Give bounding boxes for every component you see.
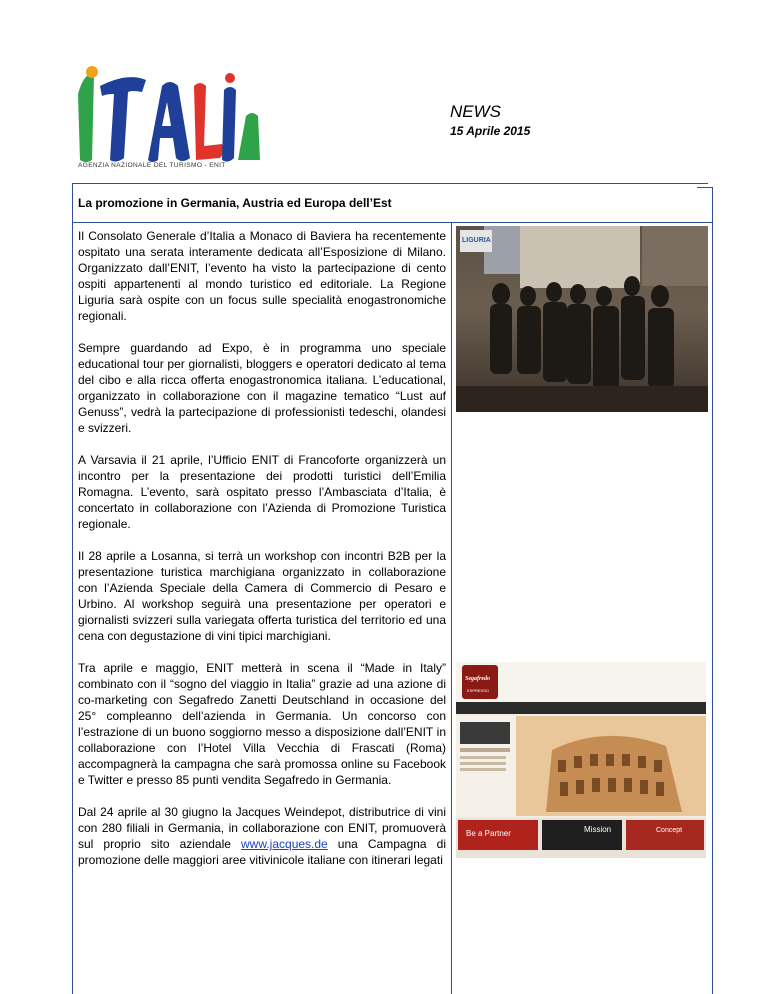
frame-top-right-border bbox=[697, 187, 712, 188]
frame-right-border bbox=[712, 222, 713, 994]
article-body bbox=[78, 228, 446, 884]
paragraph-last bbox=[78, 804, 446, 868]
segafredo-logo-mark bbox=[462, 665, 498, 699]
paragraph: Tra aprile e maggio, ENIT metterà in scena il “Made in Italy” combinato con il “sogno del viaggio in Italia” grazie ad una azione di co-marketing con Segafredo Zanetti Deutschland in occasione del 25° compleanno dell’azienda in Germania. Un concorso con l’estrazione di un buono soggiorno messo a disposizione dall’ENIT in collaborazione con l’Hotel Villa Vecchia di Frascati (Roma) accompagnerà la campagna che sarà promossa online su Facebook e Twitter e presso 85 punti vendita Segafredo in Germania. bbox=[78, 661, 446, 787]
site-tiles-illustration bbox=[456, 818, 706, 858]
colosseum-illustration bbox=[456, 716, 706, 816]
frame-top-border bbox=[72, 183, 708, 184]
tile-concept: Concept bbox=[656, 827, 683, 834]
site-brand-text: Segafredo bbox=[465, 676, 490, 682]
event-photo-illustration bbox=[456, 226, 708, 412]
segafredo-logo bbox=[462, 665, 498, 699]
tile-partner: Be a Partner bbox=[466, 829, 511, 838]
paragraph-text: Dal 24 aprile al 30 giugno la Jacques Weindepot, distributrice di vini con 280 filiali in Germania, in collaborazione con ENIT, promuoverà sul proprio sito aziendale bbox=[78, 805, 446, 851]
frame-headline-divider bbox=[72, 222, 713, 223]
news-label: NEWS bbox=[450, 102, 501, 121]
paragraph: Sempre guardando ad Expo, è in programma uno speciale educational tour per giornalisti, bloggers e operatori dedicato al tema del cibo e alla ricca offerta enogastronomica italiana. L’educational, organizzato in collaborazione con il magazine tematico “Lust auf Genuss”, vedrà la partecipazione di professionisti tedeschi, olandesi e svizzeri. bbox=[78, 341, 446, 435]
site-brand-sub: ESPRESSO bbox=[467, 688, 490, 693]
frame-right-border-top bbox=[712, 187, 713, 223]
article-headline: La promozione in Germania, Austria ed Europa dell’Est bbox=[78, 196, 392, 210]
column-divider bbox=[451, 222, 452, 994]
news-date: 15 Aprile 2015 bbox=[450, 124, 531, 138]
jacques-link[interactable]: www.jacques.de bbox=[241, 837, 328, 851]
site-header bbox=[456, 662, 706, 702]
screen-logo-text: LIGURIA bbox=[462, 237, 491, 244]
site-tiles bbox=[456, 818, 706, 858]
event-photo bbox=[456, 226, 708, 412]
logo-tagline: AGENZIA NAZIONALE DEL TURISMO - ENIT bbox=[78, 162, 226, 169]
site-banner bbox=[456, 716, 706, 816]
frame-left-border bbox=[72, 183, 73, 994]
paragraph: Il 28 aprile a Losanna, si terrà un workshop con incontri B2B per la presentazione turistica marchigiana organizzato in collaborazione con l’Azienda Speciale della Camera di Commercio di Pesaro e Urbino. Al workshop seguirà una presentazione per operatori e giornalisti svizzeri sulla variegata offerta turistica del territorio ed una cena con degustazione di vini tipici marchigiani. bbox=[78, 549, 446, 643]
segafredo-website-screenshot bbox=[456, 662, 706, 858]
paragraph-text: una Campagna di promozione delle maggiori aree vitivinicole italiane con itinerari legati bbox=[78, 837, 446, 867]
tile-mission: Mission bbox=[584, 825, 612, 834]
paragraph: Il Consolato Generale d’Italia a Monaco di Baviera ha recentemente ospitato una serata interamente dedicata all’Esposizione di Milano. Organizzato dall’ENIT, l’evento ha visto la partecipazione di cento ospiti appartenenti al mondo turistico ed editoriale. La Regione Liguria sarà ospite con un focus sulle specialità enogastronomiche regionali. bbox=[78, 229, 446, 323]
site-nav-bar bbox=[456, 702, 706, 714]
italia-logo bbox=[70, 64, 260, 174]
paragraph: A Varsavia il 21 aprile, l’Ufficio ENIT di Francoforte organizzerà un incontro per la presentazione dei prodotti turistici dell’Emilia Romagna. L’evento, sarà ospitato presso l’Ambasciata d’Italia, è concertato in collaborazione con l’Azienda di Promozione Turistica regionale. bbox=[78, 453, 446, 531]
